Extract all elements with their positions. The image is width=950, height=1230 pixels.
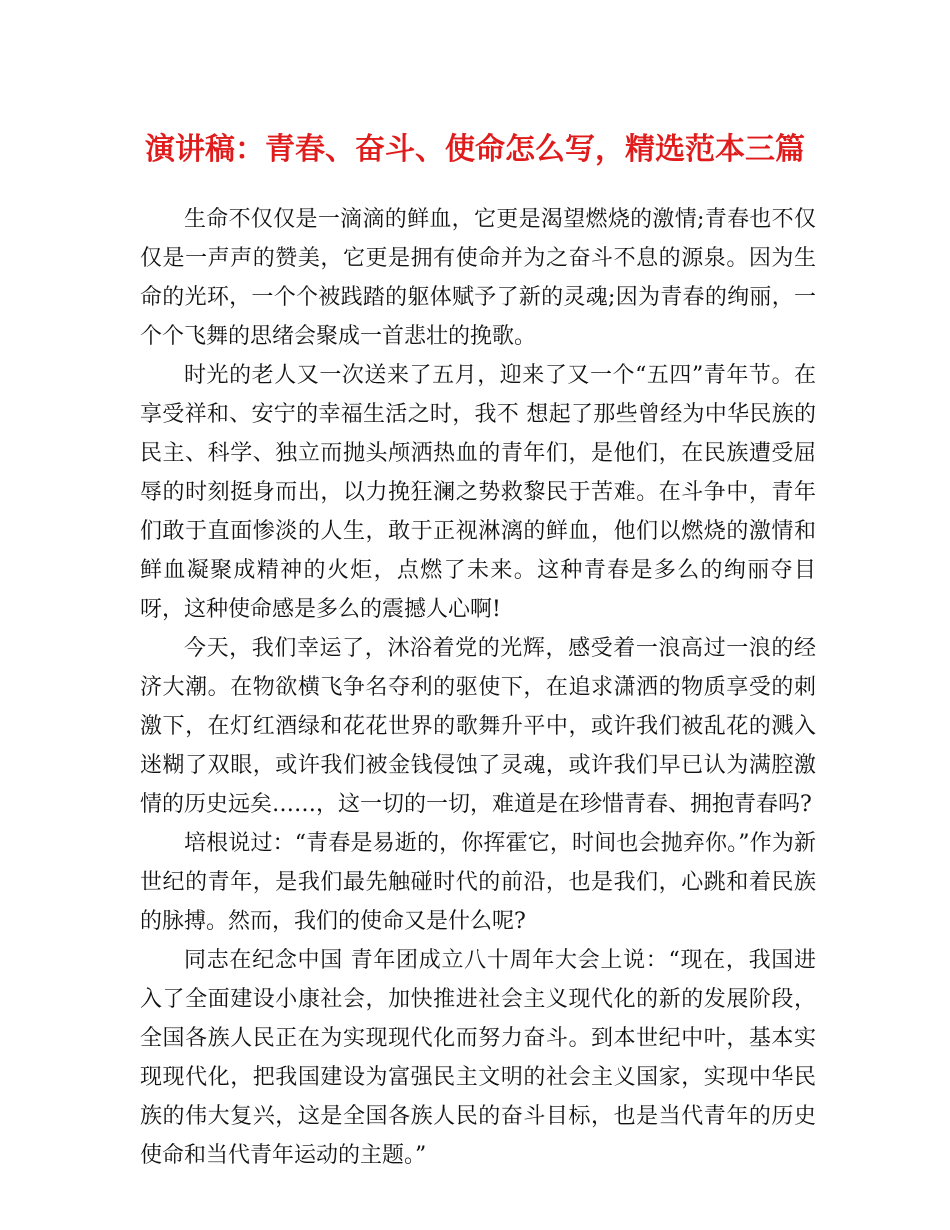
paragraph-5: 同志在纪念中国 青年团成立八十周年大会上说：“现在，我国进入了全面建设小康社会，加快推进社会主义现代化的新的发展阶段，全国各族人民正在为实现现代化而努力奋斗。到本世纪中叶，基本实现现代化，把我国建设为富强民主文明的社会主义国家，实现中华民族的伟大复兴，这是全国各族人民的奋斗目标，也是当代青年的历史使命和当代青年运动的主题。” [140, 948, 816, 1168]
document-title: 演讲稿：青春、奋斗、使命怎么写，精选范本三篇 [145, 132, 805, 167]
paragraph-1: 生命不仅仅是一滴滴的鲜血，它更是渴望燃烧的激情;青春也不仅仅是一声声的赞美，它更是拥有使命并为之奋斗不息的源泉。因为生命的光环，一个个被践踏的躯体赋予了新的灵魂;因为青春的绚丽，一个个飞舞的思绪会聚成一首悲壮的挽歌。 [140, 207, 816, 349]
paragraph-4: 培根说过：“青春是易逝的，你挥霍它，时间也会抛弃你。”作为新世纪的青年，是我们最先触碰时代的前沿，也是我们，心跳和着民族的脉搏。然而，我们的使命又是什么呢? [140, 831, 816, 934]
document-body [140, 200, 816, 1175]
paragraph-2: 时光的老人又一次送来了五月，迎来了又一个“五四”青年节。在享受祥和、安宁的幸福生活之时，我不 想起了那些曾经为中华民族的民主、科学、独立而抛头颅洒热血的青年们，是他们，在民族遭受屈辱的时刻挺身而出，以力挽狂澜之势救黎民于苦难。在斗争中，青年们敢于直面惨淡的人生，敢于正视淋漓的鲜血，他们以燃烧的激情和鲜血凝聚成精神的火炬，点燃了未来。这种青春是多么的绚丽夺目呀，这种使命感是多么的震撼人心啊! [140, 363, 816, 622]
paragraph-3: 今天，我们幸运了，沐浴着党的光辉，感受着一浪高过一浪的经济大潮。在物欲横飞争名夺利的驱使下，在追求潇洒的物质享受的刺激下，在灯红酒绿和花花世界的歌舞升平中，或许我们被乱花的溅入迷糊了双眼，或许我们被金钱侵蚀了灵魂，或许我们早已认为满腔激情的历史远矣……，这一切的一切，难道是在珍惜青春、拥抱青春吗? [140, 636, 816, 817]
